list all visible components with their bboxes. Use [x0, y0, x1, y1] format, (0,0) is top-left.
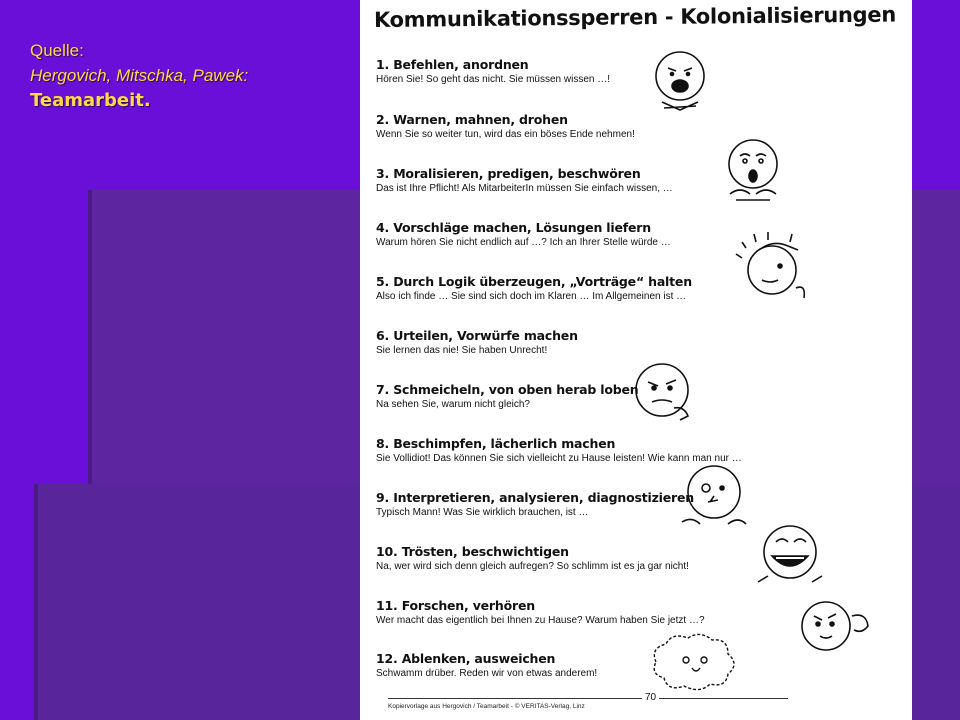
item-heading: 1. Befehlen, anordnen: [376, 57, 529, 72]
list-item: [376, 490, 694, 518]
preaching-face-icon: [722, 134, 784, 210]
source-label: Quelle:: [30, 41, 84, 60]
evasive-face-icon: [646, 632, 746, 694]
page-title: Kommunikationssperren - Kolonialisierungen: [373, 2, 897, 32]
item-heading: 7. Schmeicheln, von oben herab loben: [376, 382, 639, 397]
background-panel-lower-edge: [34, 484, 38, 720]
item-example: Typisch Mann! Was Sie wirklich brauchen, ist …: [376, 507, 589, 518]
list-item: [376, 57, 610, 85]
item-heading: 3. Moralisieren, predigen, beschwören: [376, 166, 641, 181]
page-footer: Kopiervorlage aus Hergovich / Teamarbeit - © VERITAS-Verlag, Linz: [388, 703, 585, 710]
item-example: Wenn Sie so weiter tun, wird das ein böses Ende nehmen!: [376, 129, 635, 140]
item-heading: 5. Durch Logik überzeugen, „Vorträge“ halten: [376, 274, 692, 289]
item-heading: 4. Vorschläge machen, Lösungen liefern: [376, 220, 651, 235]
source-book-title: Teamarbeit.: [30, 90, 151, 111]
item-example: Das ist Ihre Pflicht! Als MitarbeiterIn müssen Sie einfach wissen, …: [376, 183, 673, 194]
list-item: [376, 544, 689, 572]
item-example: Wer macht das eigentlich bei Ihnen zu Hause? Warum haben Sie jetzt …?: [376, 615, 705, 626]
item-heading: 11. Forschen, verhören: [376, 598, 535, 613]
list-item: [376, 112, 635, 140]
source-authors: Hergovich, Mitschka, Pawek:: [30, 66, 249, 85]
item-example: Schwamm drüber. Reden wir von etwas anderem!: [376, 668, 598, 679]
shouting-face-icon: [650, 48, 710, 116]
item-example: Na, wer wird sich denn gleich aufregen? So schlimm ist es ja gar nicht!: [376, 561, 689, 572]
item-example: Sie lernen das nie! Sie haben Unrecht!: [376, 345, 548, 356]
lecturing-face-icon: [732, 228, 822, 308]
item-example: Hören Sie! So geht das nicht. Sie müssen wissen …!: [376, 74, 611, 85]
footer-divider: [388, 698, 788, 699]
source-citation: [30, 38, 248, 113]
interrogating-face-icon: [790, 596, 874, 656]
item-example: Sie Vollidiot! Das können Sie sich vielleicht zu Hause leisten! Wie kann man nur …: [376, 453, 742, 464]
list-item: [376, 274, 692, 302]
item-example: Also ich finde … Sie sind sich doch im Klaren … Im Allgemeinen ist …: [376, 291, 687, 302]
scanned-page: [360, 0, 912, 720]
item-heading: 12. Ablenken, ausweichen: [376, 651, 556, 666]
list-item: [376, 328, 578, 356]
item-heading: 9. Interpretieren, analysieren, diagnostizieren: [376, 490, 694, 505]
analysing-face-icon: [678, 462, 748, 534]
item-example: Na sehen Sie, warum nicht gleich?: [376, 399, 530, 410]
list-item: [376, 382, 639, 410]
background-panel-edge: [88, 190, 92, 490]
page-number: 70: [642, 692, 659, 703]
list-item: [376, 651, 597, 679]
item-heading: 10. Trösten, beschwichtigen: [376, 544, 569, 559]
list-item: [376, 166, 673, 194]
list-item: [376, 598, 705, 626]
smug-face-icon: [630, 360, 700, 426]
item-heading: 6. Urteilen, Vorwürfe machen: [376, 328, 578, 343]
list-item: [376, 220, 671, 248]
grinning-face-icon: [752, 520, 832, 590]
item-heading: 2. Warnen, mahnen, drohen: [376, 112, 568, 127]
item-example: Warum hören Sie nicht endlich auf …? Ich an Ihrer Stelle würde …: [376, 237, 671, 248]
item-heading: 8. Beschimpfen, lächerlich machen: [376, 436, 616, 451]
list-item: [376, 436, 742, 464]
